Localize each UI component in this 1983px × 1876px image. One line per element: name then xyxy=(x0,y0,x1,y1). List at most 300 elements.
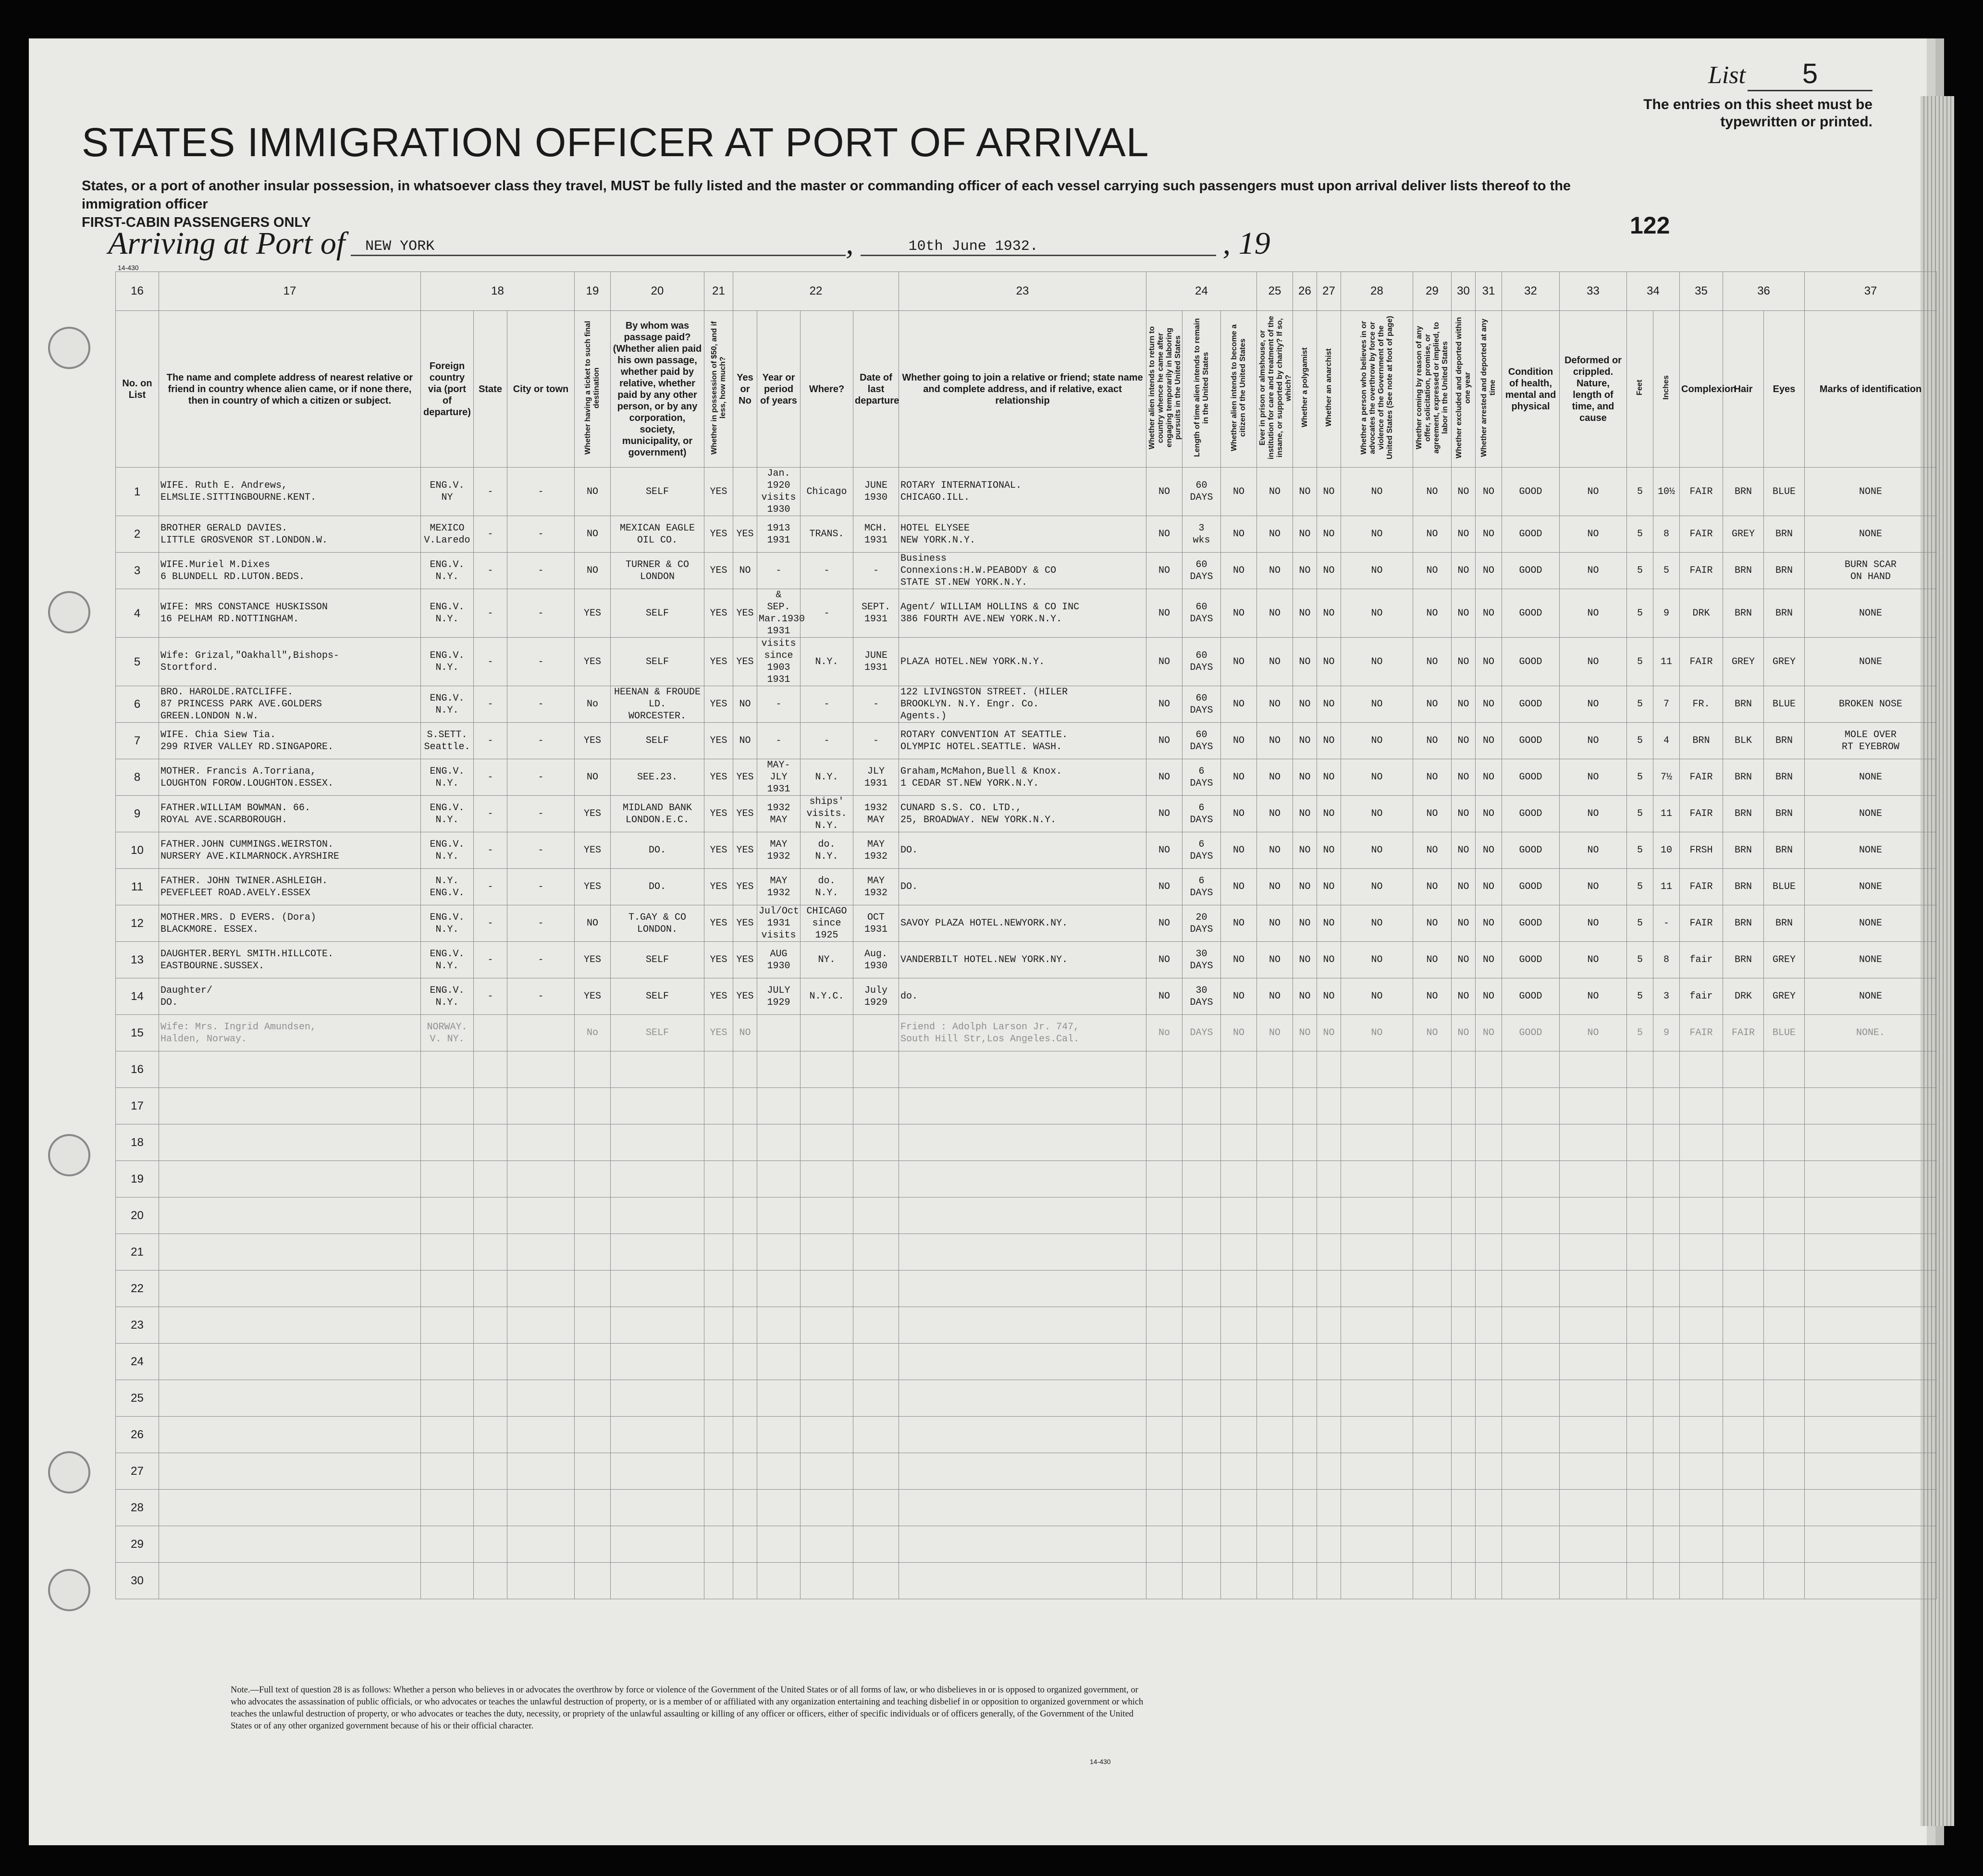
cell-offer xyxy=(1413,1124,1452,1161)
cell-poly: NO xyxy=(1293,905,1317,942)
cell-paid xyxy=(611,1380,704,1417)
table-row xyxy=(116,869,1937,905)
cell-joining xyxy=(899,1124,1146,1161)
cell-period: JULY 1929 xyxy=(757,978,801,1015)
colnum: 22 xyxy=(733,272,899,311)
cell-state xyxy=(474,1417,507,1453)
cell-excl xyxy=(1452,1417,1476,1453)
cell-no: 21 xyxy=(116,1234,159,1271)
cell-relative: MOTHER.MRS. D EVERS. (Dora) BLACKMORE. ESSEX. xyxy=(159,905,421,942)
cell-period xyxy=(757,1124,801,1161)
cell-no: 8 xyxy=(116,759,159,796)
cell-before xyxy=(733,1526,757,1563)
cell-complexion: FAIR xyxy=(1680,516,1723,553)
cell-before xyxy=(733,1234,757,1271)
cell-eyes: BRN xyxy=(1764,516,1805,553)
cell-overthrow: NO xyxy=(1341,468,1413,516)
cell-anar: NO xyxy=(1317,589,1341,638)
cell-period: 1932 MAY xyxy=(757,796,801,832)
cell-eyes xyxy=(1764,1197,1805,1234)
header-row xyxy=(116,311,1937,468)
hdr-city: City or town xyxy=(507,311,575,468)
cell-inches: 7 xyxy=(1653,686,1680,723)
cell-prison xyxy=(1257,1563,1293,1599)
cell-prison xyxy=(1257,1271,1293,1307)
cell-p-a: NO xyxy=(1146,832,1182,869)
cell-arrest xyxy=(1476,1124,1502,1161)
cell-departure xyxy=(853,1417,899,1453)
cell-relative xyxy=(159,1161,421,1197)
cell-marks xyxy=(1805,1563,1937,1599)
cell-where: - xyxy=(801,589,853,638)
cell-anar: NO xyxy=(1317,905,1341,942)
cell-p-b xyxy=(1182,1051,1221,1088)
list-box xyxy=(1565,58,1872,131)
cell-p-a: NO xyxy=(1146,638,1182,686)
cell-paid: SEE.23. xyxy=(611,759,704,796)
cell-ticket xyxy=(575,1124,611,1161)
hdr-overthrow-text: Whether a person who believes in or advocates the overthrow by force or violence of the Government of the United States (See note at foot of page) xyxy=(1359,316,1394,459)
cell-poly xyxy=(1293,1417,1317,1453)
cell-period xyxy=(757,1490,801,1526)
cell-prison: NO xyxy=(1257,638,1293,686)
manifest-rows xyxy=(116,468,1937,1599)
cell-state: - xyxy=(474,978,507,1015)
cell-period: MAY 1932 xyxy=(757,832,801,869)
cell-p-b: 60 DAYS xyxy=(1182,589,1221,638)
cell-money: YES xyxy=(704,832,733,869)
cell-paid: MEXICAN EAGLE OIL CO. xyxy=(611,516,704,553)
cell-excl xyxy=(1452,1307,1476,1344)
cell-poly xyxy=(1293,1051,1317,1088)
cell-no: 15 xyxy=(116,1015,159,1051)
cell-paid xyxy=(611,1161,704,1197)
hdr-anarchist-text: Whether an anarchist xyxy=(1324,348,1333,427)
cell-p-c: NO xyxy=(1221,832,1257,869)
table-row xyxy=(116,589,1937,638)
cell-inches: 8 xyxy=(1653,516,1680,553)
cell-eyes xyxy=(1764,1088,1805,1124)
cell-overthrow: NO xyxy=(1341,638,1413,686)
cell-p-b xyxy=(1182,1197,1221,1234)
cell-ticket xyxy=(575,1526,611,1563)
table-row xyxy=(116,1271,1937,1307)
cell-arrest: NO xyxy=(1476,978,1502,1015)
cell-city: - xyxy=(507,942,575,978)
cell-money xyxy=(704,1088,733,1124)
cell-joining xyxy=(899,1453,1146,1490)
cell-joining: Business Connexions:H.W.PEABODY & CO STATE ST.NEW YORK.N.Y. xyxy=(899,553,1146,589)
cell-departure xyxy=(853,1015,899,1051)
cell-prison: NO xyxy=(1257,589,1293,638)
cell-relative xyxy=(159,1124,421,1161)
cell-ticket: YES xyxy=(575,942,611,978)
cell-hair xyxy=(1723,1453,1764,1490)
table-row xyxy=(116,1197,1937,1234)
table-row xyxy=(116,723,1937,759)
punch-hole xyxy=(48,327,90,369)
cell-prison: NO xyxy=(1257,796,1293,832)
form-number-top: 14-430 xyxy=(118,264,139,272)
hdr-where: Where? xyxy=(801,311,853,468)
cell-overthrow xyxy=(1341,1051,1413,1088)
cell-period xyxy=(757,1271,801,1307)
cell-p-b xyxy=(1182,1271,1221,1307)
cell-excl: NO xyxy=(1452,942,1476,978)
cell-prison: NO xyxy=(1257,686,1293,723)
cell-ticket: No xyxy=(575,1015,611,1051)
cell-state: - xyxy=(474,869,507,905)
cell-anar xyxy=(1317,1051,1341,1088)
cell-inches xyxy=(1653,1380,1680,1417)
cell-where xyxy=(801,1417,853,1453)
cell-before xyxy=(733,468,757,516)
cell-health: GOOD xyxy=(1502,942,1560,978)
cell-eyes: GREY xyxy=(1764,978,1805,1015)
cell-health xyxy=(1502,1088,1560,1124)
cell-overthrow xyxy=(1341,1234,1413,1271)
table-row xyxy=(116,942,1937,978)
cell-arrest xyxy=(1476,1453,1502,1490)
cell-city xyxy=(507,1271,575,1307)
cell-offer xyxy=(1413,1307,1452,1344)
cell-no: 27 xyxy=(116,1453,159,1490)
table-row xyxy=(116,1490,1937,1526)
cell-period: - xyxy=(757,723,801,759)
cell-where: ships' visits. N.Y. xyxy=(801,796,853,832)
cell-arrest: NO xyxy=(1476,589,1502,638)
cell-excl xyxy=(1452,1124,1476,1161)
cell-relative: WIFE: MRS CONSTANCE HUSKISSON 16 PELHAM RD.NOTTINGHAM. xyxy=(159,589,421,638)
cell-anar xyxy=(1317,1453,1341,1490)
cell-country: ENG.V. N.Y. xyxy=(421,905,474,942)
cell-money: YES xyxy=(704,516,733,553)
cell-complexion: FAIR xyxy=(1680,796,1723,832)
hdr-arrested-text: Whether arrested and deported at any time xyxy=(1480,318,1497,457)
cell-feet xyxy=(1627,1380,1653,1417)
cell-before xyxy=(733,1563,757,1599)
cell-inches xyxy=(1653,1161,1680,1197)
cell-deformed: NO xyxy=(1560,723,1627,759)
cell-deformed xyxy=(1560,1271,1627,1307)
cell-feet xyxy=(1627,1271,1653,1307)
cell-state: - xyxy=(474,759,507,796)
cell-no: 6 xyxy=(116,686,159,723)
cell-excl xyxy=(1452,1490,1476,1526)
cell-no: 19 xyxy=(116,1161,159,1197)
cell-complexion xyxy=(1680,1197,1723,1234)
cell-marks: NONE xyxy=(1805,759,1937,796)
cell-paid: SELF xyxy=(611,942,704,978)
cell-offer: NO xyxy=(1413,686,1452,723)
cell-paid xyxy=(611,1526,704,1563)
cell-overthrow xyxy=(1341,1490,1413,1526)
cell-period: - xyxy=(757,553,801,589)
cell-before: YES xyxy=(733,759,757,796)
cell-anar: NO xyxy=(1317,759,1341,796)
cell-feet: 5 xyxy=(1627,638,1653,686)
cell-before: YES xyxy=(733,869,757,905)
cell-ticket xyxy=(575,1417,611,1453)
cell-arrest xyxy=(1476,1051,1502,1088)
cell-departure: - xyxy=(853,686,899,723)
cell-complexion: FAIR xyxy=(1680,869,1723,905)
cell-paid xyxy=(611,1307,704,1344)
cell-p-b: 60 DAYS xyxy=(1182,553,1221,589)
cell-p-a: NO xyxy=(1146,796,1182,832)
cell-p-c: NO xyxy=(1221,905,1257,942)
cell-offer xyxy=(1413,1234,1452,1271)
cell-complexion xyxy=(1680,1563,1723,1599)
cell-anar: NO xyxy=(1317,942,1341,978)
cell-relative: FATHER.WILLIAM BOWMAN. 66. ROYAL AVE.SCARBOROUGH. xyxy=(159,796,421,832)
cell-p-a xyxy=(1146,1051,1182,1088)
cell-anar xyxy=(1317,1417,1341,1453)
cell-feet xyxy=(1627,1563,1653,1599)
cell-feet xyxy=(1627,1453,1653,1490)
cell-no: 17 xyxy=(116,1088,159,1124)
cell-no: 7 xyxy=(116,723,159,759)
cell-p-c xyxy=(1221,1088,1257,1124)
cell-prison: NO xyxy=(1257,759,1293,796)
subtitle-line-1: States, or a port of another insular possession, in whatsoever class they travel, MUST be fully listed and the master or commanding officer of each vessel carrying such passengers must upon arrival deliver lists thereof to the immigration officer xyxy=(82,178,1571,212)
cell-city: - xyxy=(507,723,575,759)
cell-inches: 3 xyxy=(1653,978,1680,1015)
cell-overthrow: NO xyxy=(1341,686,1413,723)
cell-relative: WIFE. Ruth E. Andrews, ELMSLIE.SITTINGBOURNE.KENT. xyxy=(159,468,421,516)
cell-joining xyxy=(899,1307,1146,1344)
cell-ticket: NO xyxy=(575,468,611,516)
cell-poly xyxy=(1293,1526,1317,1563)
cell-inches xyxy=(1653,1197,1680,1234)
colnum: 30 xyxy=(1452,272,1476,311)
cell-feet xyxy=(1627,1490,1653,1526)
cell-poly: NO xyxy=(1293,978,1317,1015)
colnum: 20 xyxy=(611,272,704,311)
cell-poly xyxy=(1293,1088,1317,1124)
cell-p-c: NO xyxy=(1221,468,1257,516)
cell-money xyxy=(704,1161,733,1197)
cell-deformed xyxy=(1560,1490,1627,1526)
cell-p-b xyxy=(1182,1526,1221,1563)
cell-health xyxy=(1502,1234,1560,1271)
cell-health xyxy=(1502,1271,1560,1307)
cell-inches: - xyxy=(1653,905,1680,942)
hdr-passage-paid: By whom was passage paid? (Whether alien paid his own passage, whether paid by relative, whether paid by any other person, or by any corporation, society, municipality, or government) xyxy=(611,311,704,468)
cell-state xyxy=(474,1234,507,1271)
cell-departure xyxy=(853,1197,899,1234)
cell-eyes xyxy=(1764,1563,1805,1599)
cell-inches xyxy=(1653,1088,1680,1124)
cell-p-a: NO xyxy=(1146,759,1182,796)
hdr-ticket xyxy=(575,311,611,468)
hdr-money-text: Whether in possession of $50, and if less, how much? xyxy=(710,321,727,455)
cell-deformed xyxy=(1560,1197,1627,1234)
cell-feet: 5 xyxy=(1627,759,1653,796)
cell-state: - xyxy=(474,468,507,516)
cell-feet: 5 xyxy=(1627,942,1653,978)
page-title: STATES IMMIGRATION OFFICER AT PORT OF ARRIVAL xyxy=(82,120,1149,165)
cell-excl xyxy=(1452,1271,1476,1307)
cell-p-a: NO xyxy=(1146,723,1182,759)
cell-arrest: NO xyxy=(1476,942,1502,978)
cell-money: YES xyxy=(704,1015,733,1051)
cell-poly: NO xyxy=(1293,553,1317,589)
cell-excl xyxy=(1452,1051,1476,1088)
cell-period xyxy=(757,1307,801,1344)
cell-no: 5 xyxy=(116,638,159,686)
cell-where xyxy=(801,1380,853,1417)
cell-eyes: BLUE xyxy=(1764,869,1805,905)
cell-marks xyxy=(1805,1417,1937,1453)
cell-departure: 1932 MAY xyxy=(853,796,899,832)
cell-prison xyxy=(1257,1490,1293,1526)
cell-relative xyxy=(159,1197,421,1234)
table-row xyxy=(116,1344,1937,1380)
cell-departure xyxy=(853,1380,899,1417)
cell-p-a xyxy=(1146,1124,1182,1161)
cell-hair: DRK xyxy=(1723,978,1764,1015)
cell-joining: 122 LIVINGSTON STREET. (HILER BROOKLYN. N.Y. Engr. Co. Agents.) xyxy=(899,686,1146,723)
cell-feet xyxy=(1627,1051,1653,1088)
hdr-excluded-text: Whether excluded and deported within one year xyxy=(1454,317,1472,458)
cell-city: - xyxy=(507,638,575,686)
cell-ticket: NO xyxy=(575,516,611,553)
cell-feet: 5 xyxy=(1627,905,1653,942)
cell-money: YES xyxy=(704,905,733,942)
cell-money xyxy=(704,1124,733,1161)
cell-state: - xyxy=(474,723,507,759)
cell-p-a: No xyxy=(1146,1015,1182,1051)
cell-country: ENG.V. N.Y. xyxy=(421,942,474,978)
cell-departure xyxy=(853,1563,899,1599)
cell-deformed xyxy=(1560,1563,1627,1599)
cell-marks xyxy=(1805,1344,1937,1380)
cell-complexion xyxy=(1680,1088,1723,1124)
cell-arrest: NO xyxy=(1476,723,1502,759)
cell-arrest xyxy=(1476,1161,1502,1197)
cell-hair xyxy=(1723,1051,1764,1088)
cell-anar xyxy=(1317,1563,1341,1599)
cell-joining xyxy=(899,1344,1146,1380)
cell-deformed: NO xyxy=(1560,869,1627,905)
cell-joining xyxy=(899,1526,1146,1563)
cell-relative: DAUGHTER.BERYL SMITH.HILLCOTE. EASTBOURNE.SUSSEX. xyxy=(159,942,421,978)
cell-state: - xyxy=(474,589,507,638)
cell-city: - xyxy=(507,832,575,869)
cell-deformed: NO xyxy=(1560,686,1627,723)
cell-deformed xyxy=(1560,1417,1627,1453)
cell-money xyxy=(704,1453,733,1490)
hdr-polygamist-text: Whether a polygamist xyxy=(1300,347,1309,428)
cell-p-c: NO xyxy=(1221,589,1257,638)
cell-prison xyxy=(1257,1051,1293,1088)
cell-deformed xyxy=(1560,1380,1627,1417)
cell-ticket xyxy=(575,1197,611,1234)
cell-money: YES xyxy=(704,759,733,796)
cell-departure: MAY 1932 xyxy=(853,869,899,905)
cell-joining xyxy=(899,1234,1146,1271)
cell-overthrow: NO xyxy=(1341,589,1413,638)
cell-feet xyxy=(1627,1088,1653,1124)
cell-relative xyxy=(159,1307,421,1344)
hdr-hair: Hair xyxy=(1723,311,1764,468)
cell-excl: NO xyxy=(1452,516,1476,553)
hdr-marks: Marks of identification xyxy=(1805,311,1937,468)
cell-marks xyxy=(1805,1234,1937,1271)
cell-ticket xyxy=(575,1380,611,1417)
cell-money xyxy=(704,1307,733,1344)
cell-marks xyxy=(1805,1380,1937,1417)
year-label: , 19 xyxy=(1222,226,1270,261)
cell-marks xyxy=(1805,1307,1937,1344)
cell-before: NO xyxy=(733,553,757,589)
cell-relative: FATHER. JOHN TWINER.ASHLEIGH. PEVEFLEET ROAD.AVELY.ESSEX xyxy=(159,869,421,905)
cell-no: 12 xyxy=(116,905,159,942)
cell-state xyxy=(474,1380,507,1417)
cell-poly xyxy=(1293,1563,1317,1599)
colnum: 26 xyxy=(1293,272,1317,311)
cell-inches xyxy=(1653,1526,1680,1563)
cell-city: - xyxy=(507,589,575,638)
cell-where: do. N.Y. xyxy=(801,869,853,905)
cell-health xyxy=(1502,1563,1560,1599)
cell-p-c: NO xyxy=(1221,686,1257,723)
cell-relative: BROTHER GERALD DAVIES. LITTLE GROSVENOR ST.LONDON.W. xyxy=(159,516,421,553)
cell-p-b: 60 DAYS xyxy=(1182,723,1221,759)
cell-period xyxy=(757,1526,801,1563)
hdr-arrested xyxy=(1476,311,1502,468)
cell-paid xyxy=(611,1490,704,1526)
cell-anar xyxy=(1317,1344,1341,1380)
cell-complexion xyxy=(1680,1344,1723,1380)
cell-state xyxy=(474,1490,507,1526)
cell-no: 4 xyxy=(116,589,159,638)
cell-paid: DO. xyxy=(611,869,704,905)
cell-health xyxy=(1502,1307,1560,1344)
cell-departure: MAY 1932 xyxy=(853,832,899,869)
cell-offer xyxy=(1413,1526,1452,1563)
cell-complexion xyxy=(1680,1271,1723,1307)
table-row xyxy=(116,1051,1937,1088)
cell-city xyxy=(507,1490,575,1526)
cell-offer: NO xyxy=(1413,942,1452,978)
cell-ticket xyxy=(575,1051,611,1088)
cell-prison: NO xyxy=(1257,905,1293,942)
cell-city xyxy=(507,1307,575,1344)
cell-deformed: NO xyxy=(1560,832,1627,869)
cell-inches xyxy=(1653,1453,1680,1490)
cell-arrest xyxy=(1476,1271,1502,1307)
cell-hair xyxy=(1723,1271,1764,1307)
cell-anar: NO xyxy=(1317,1015,1341,1051)
cell-where xyxy=(801,1271,853,1307)
cell-relative: MOTHER. Francis A.Torriana, LOUGHTON FOROW.LOUGHTON.ESSEX. xyxy=(159,759,421,796)
cell-city xyxy=(507,1197,575,1234)
cell-departure xyxy=(853,1526,899,1563)
cell-country: ENG.V. N.Y. xyxy=(421,978,474,1015)
cell-city: - xyxy=(507,468,575,516)
cell-poly: NO xyxy=(1293,1015,1317,1051)
cell-ticket xyxy=(575,1563,611,1599)
cell-anar xyxy=(1317,1161,1341,1197)
cell-complexion: FAIR xyxy=(1680,468,1723,516)
cell-paid xyxy=(611,1234,704,1271)
cell-deformed: NO xyxy=(1560,796,1627,832)
cell-inches xyxy=(1653,1271,1680,1307)
cell-health xyxy=(1502,1161,1560,1197)
cell-p-a: NO xyxy=(1146,942,1182,978)
